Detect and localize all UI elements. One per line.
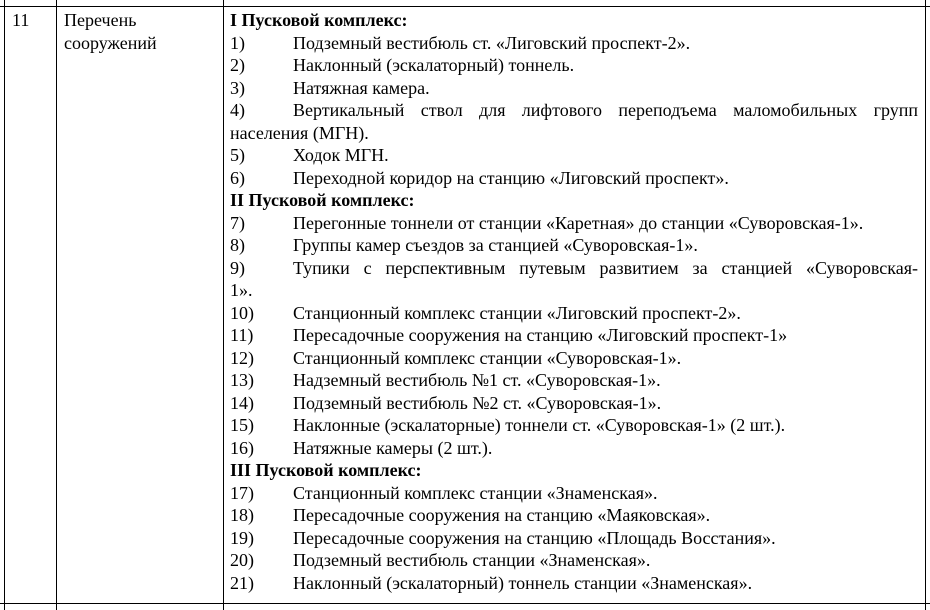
- list-item: [230, 302, 918, 325]
- list-item-text: Ходок МГН.: [293, 145, 389, 165]
- list-item-number: 17): [230, 482, 254, 503]
- list-item-number: 14): [230, 392, 254, 413]
- row-title-cell: [64, 9, 214, 54]
- list-item-text: Наклонные (эскалаторные) тоннели ст. «Суворовская-1» (2 шт.).: [293, 415, 786, 435]
- list-item: [230, 234, 918, 257]
- list-item-text: Группы камер съездов за станцией «Суворовская-1».: [293, 235, 698, 255]
- list-item-text: Натяжная камера.: [293, 77, 430, 98]
- table-border-right: [925, 0, 926, 610]
- table-column-divider: [56, 0, 57, 610]
- list-item-continuation: населения (МГН).: [230, 122, 369, 143]
- list-item-number: 6): [230, 167, 245, 188]
- list-item-text: Тупики с перспективным путевым развитием за станцией «Суворовская-: [293, 257, 918, 278]
- list-item-text: Натяжные камеры (2 шт.).: [293, 437, 493, 458]
- list-item-number: 10): [230, 302, 254, 323]
- list-item-text: Станционный комплекс станции «Знаменская».: [293, 482, 658, 503]
- list-item-text: Пересадочные сооружения на станцию «Лиговский проспект-1»: [293, 325, 788, 345]
- list-item-number: 4): [230, 100, 245, 120]
- list-item-text: Наклонный (эскалаторный) тоннель.: [293, 55, 575, 75]
- list-item: [230, 99, 918, 122]
- list-item: [230, 504, 918, 527]
- list-item-number: 2): [230, 55, 245, 75]
- list-item-number: 20): [230, 550, 254, 570]
- list-item-number: 19): [230, 527, 254, 548]
- table-row-border-top: [0, 6, 930, 7]
- list-item: [230, 324, 918, 347]
- list-item-number: 7): [230, 212, 245, 233]
- section-heading: III Пусковой комплекс:: [230, 460, 422, 480]
- list-item-number: 11): [230, 325, 254, 345]
- list-item-text: Подземный вестибюль №2 ст. «Суворовская-1».: [293, 392, 662, 413]
- list-item-number: 16): [230, 437, 254, 458]
- list-item-text: Станционный комплекс станции «Лиговский проспект-2».: [293, 302, 741, 323]
- list-item: [230, 167, 918, 190]
- list-item-text: Вертикальный ствол для лифтового переподъема маломобильных групп: [293, 100, 918, 120]
- section-heading: II Пусковой комплекс:: [230, 190, 415, 210]
- list-item-number: 9): [230, 257, 245, 278]
- list-item: [230, 32, 918, 55]
- list-item: [230, 414, 918, 437]
- list-item: [230, 437, 918, 460]
- row-number-cell: [12, 9, 52, 32]
- list-item-continuation: 1».: [230, 280, 253, 300]
- table-column-divider: [223, 0, 224, 610]
- list-item-number: 3): [230, 77, 245, 98]
- list-item-text: Станционный комплекс станции «Суворовская-1».: [293, 347, 682, 368]
- list-item-number: 5): [230, 145, 245, 165]
- list-item-text: Переходной коридор на станцию «Лиговский проспект».: [293, 167, 729, 188]
- list-item-number: 1): [230, 32, 245, 53]
- list-item: [230, 527, 918, 550]
- list-item: [230, 77, 918, 100]
- list-item-number: 21): [230, 572, 254, 593]
- list-item-number: 18): [230, 505, 254, 525]
- list-item-text: Пересадочные сооружения на станцию «Маяковская».: [293, 505, 711, 525]
- list-item-number: 15): [230, 415, 254, 435]
- list-item-text: Подземный вестибюль ст. «Лиговский проспект-2».: [293, 32, 691, 53]
- list-item-text: Наклонный (эскалаторный) тоннель станции «Знаменская».: [293, 572, 753, 593]
- list-item-number: 8): [230, 235, 245, 255]
- list-item: [230, 212, 918, 235]
- list-item: [230, 54, 918, 77]
- list-item: [230, 347, 918, 370]
- row-title-line: Перечень: [64, 10, 137, 30]
- list-item: [230, 549, 918, 572]
- list-item: [230, 369, 918, 392]
- table-row-border-bottom: [0, 603, 930, 604]
- row-title-line: сооружений: [64, 32, 157, 53]
- list-item-text: Надземный вестибюль №1 ст. «Суворовская-1».: [293, 370, 661, 390]
- list-item: [230, 144, 918, 167]
- table-border-left: [4, 0, 5, 610]
- row-number: 11: [12, 10, 30, 30]
- list-item: [230, 482, 918, 505]
- list-item: [230, 392, 918, 415]
- list-item-text: Пересадочные сооружения на станцию «Площадь Восстания».: [293, 527, 776, 548]
- list-item-number: 12): [230, 347, 254, 368]
- list-item-text: Подземный вестибюль станции «Знаменская».: [293, 550, 651, 570]
- list-item: [230, 572, 918, 595]
- list-item: [230, 257, 918, 280]
- list-item-text: Перегонные тоннели от станции «Каретная» до станции «Суворовская-1».: [293, 212, 864, 233]
- section-heading: I Пусковой комплекс:: [230, 10, 408, 30]
- structures-list-cell: [230, 9, 918, 594]
- list-item-number: 13): [230, 370, 254, 390]
